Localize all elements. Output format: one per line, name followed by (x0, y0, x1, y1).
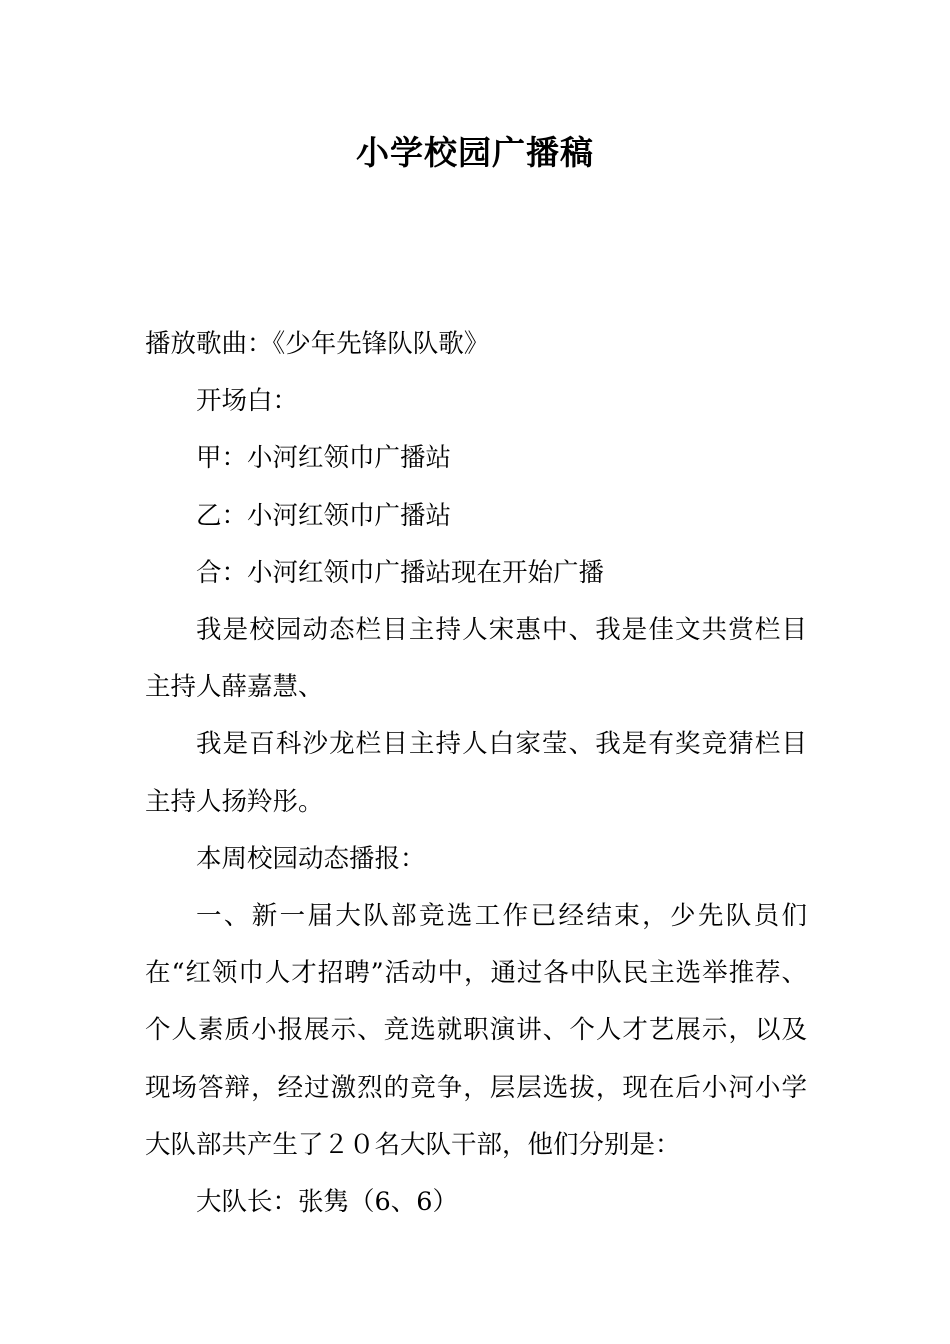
paragraph-news-heading: 本周校园动态播报： (196, 843, 426, 874)
paragraph-news-1: 一、新一届大队部竞选工作已经结束，少先队员们在“红领巾人才招聘”活动中，通过各中队民主选举推荐、个人素质小报展示、竞选就职演讲、个人才艺展示，以及现场答辩，经过激烈的竞争，层层选拔，现在后小河小学大队部共产生了２０名大队干部，他们分别是： (145, 901, 807, 1160)
paragraph-hosts-2: 我是百科沙龙栏目主持人白家莹、我是有奖竞猜栏目主持人扬羚彤。 (145, 729, 807, 817)
paragraph-host-b: 乙：小河红领巾广播站 (196, 500, 452, 531)
paragraph-together: 合：小河红领巾广播站现在开始广播 (196, 557, 605, 588)
paragraph-opening: 开场白： (196, 386, 299, 417)
document-body (145, 316, 807, 1231)
paragraph-host-a: 甲：小河红领巾广播站 (196, 443, 452, 474)
document-title: 小学校园广播稿 (356, 133, 594, 172)
paragraph-hosts-1: 我是校园动态栏目主持人宋惠中、我是佳文共赏栏目主持人薛嘉慧、 (145, 615, 807, 703)
paragraph-captain: 大队长：张隽（6、6） (196, 1187, 458, 1218)
paragraph-song: 播放歌曲：《少年先锋队队歌》 (145, 329, 490, 359)
